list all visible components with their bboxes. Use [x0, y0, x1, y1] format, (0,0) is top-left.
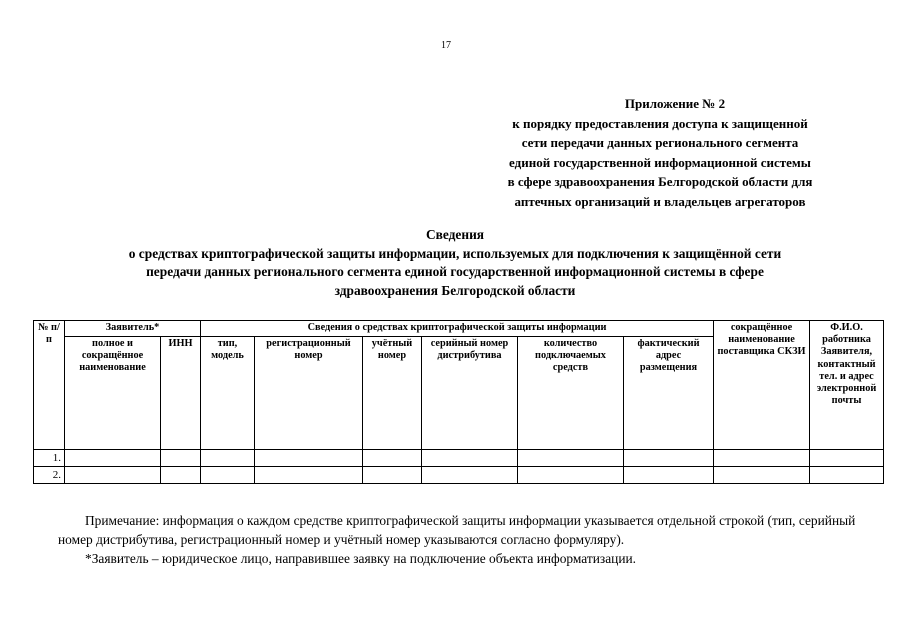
appendix-header [460, 94, 860, 212]
heading-line: передачи данных регионального сегмента единой государственной информационной системы в сфере [146, 264, 764, 280]
table-cell [161, 450, 201, 467]
notes-section [58, 511, 858, 568]
col-num-header: № п/п [34, 321, 65, 450]
table-cell [714, 450, 810, 467]
serial-number-header: серийный номер дистрибутива [422, 337, 518, 450]
table-cell [363, 467, 422, 484]
supplier-col-header: сокращённое наименование поставщика СКЗИ [714, 321, 810, 450]
table-cell [161, 467, 201, 484]
appendix-line: единой государственной информационной системы [509, 154, 811, 170]
page-number: 17 [441, 40, 451, 51]
reg-number-header: регистрационный номер [255, 337, 363, 450]
table-cell [810, 450, 884, 467]
address-header: фактический адрес размещения [624, 337, 714, 450]
row-number: 2. [34, 467, 65, 484]
quantity-header: количество подключаемых средств [518, 337, 624, 450]
appendix-line: в сфере здравоохранения Белгородской области для [507, 174, 813, 190]
heading-line: о средствах криптографической защиты информации, используемых для подключения к защищённой сети [128, 245, 782, 261]
heading-title: Сведения [425, 227, 485, 242]
table-cell [422, 450, 518, 467]
heading-line: здравоохранения Белгородской области [334, 282, 576, 298]
table-cell [201, 450, 255, 467]
table-row [34, 450, 884, 467]
table-cell [714, 467, 810, 484]
table-header-row [34, 321, 884, 337]
contact-col-header: Ф.И.О. работника Заявителя, контактный тел. и адрес электронной почты [810, 321, 884, 450]
table-cell [201, 467, 255, 484]
table-row [34, 467, 884, 484]
table-cell [363, 450, 422, 467]
table-cell [518, 450, 624, 467]
skzi-table [33, 320, 884, 484]
appendix-title: Приложение № 2 [624, 96, 726, 111]
appendix-line: сети передачи данных регионального сегмента [521, 135, 799, 151]
table-cell [255, 467, 363, 484]
table-cell [422, 467, 518, 484]
appendix-line: к порядку предоставления доступа к защищенной [512, 115, 808, 131]
table-cell [65, 467, 161, 484]
applicant-inn-header: ИНН [161, 337, 201, 450]
applicant-name-header: полное и сокращённое наименование [65, 337, 161, 450]
note-text: Примечание: информация о каждом средстве криптографической защиты информации указывается отдельной строкой (тип, серийный номер дистрибутива, регистрационный номер и учётный номер указываются согласно формуляру). [58, 513, 856, 547]
document-heading [60, 226, 850, 300]
table-cell [255, 450, 363, 467]
skzi-group-header: Сведения о средствах криптографической защиты информации [201, 321, 714, 337]
table-cell [810, 467, 884, 484]
table-cell [518, 467, 624, 484]
row-number: 1. [34, 450, 65, 467]
table-cell [624, 467, 714, 484]
appendix-line: аптечных организаций и владельцев агрегаторов [514, 193, 806, 209]
table-cell [624, 450, 714, 467]
table-cell [65, 450, 161, 467]
account-number-header: учётный номер [363, 337, 422, 450]
footnote-text: *Заявитель – юридическое лицо, направившее заявку на подключение объекта информатизации. [85, 551, 636, 566]
type-model-header: тип, модель [201, 337, 255, 450]
applicant-group-header: Заявитель* [65, 321, 201, 337]
